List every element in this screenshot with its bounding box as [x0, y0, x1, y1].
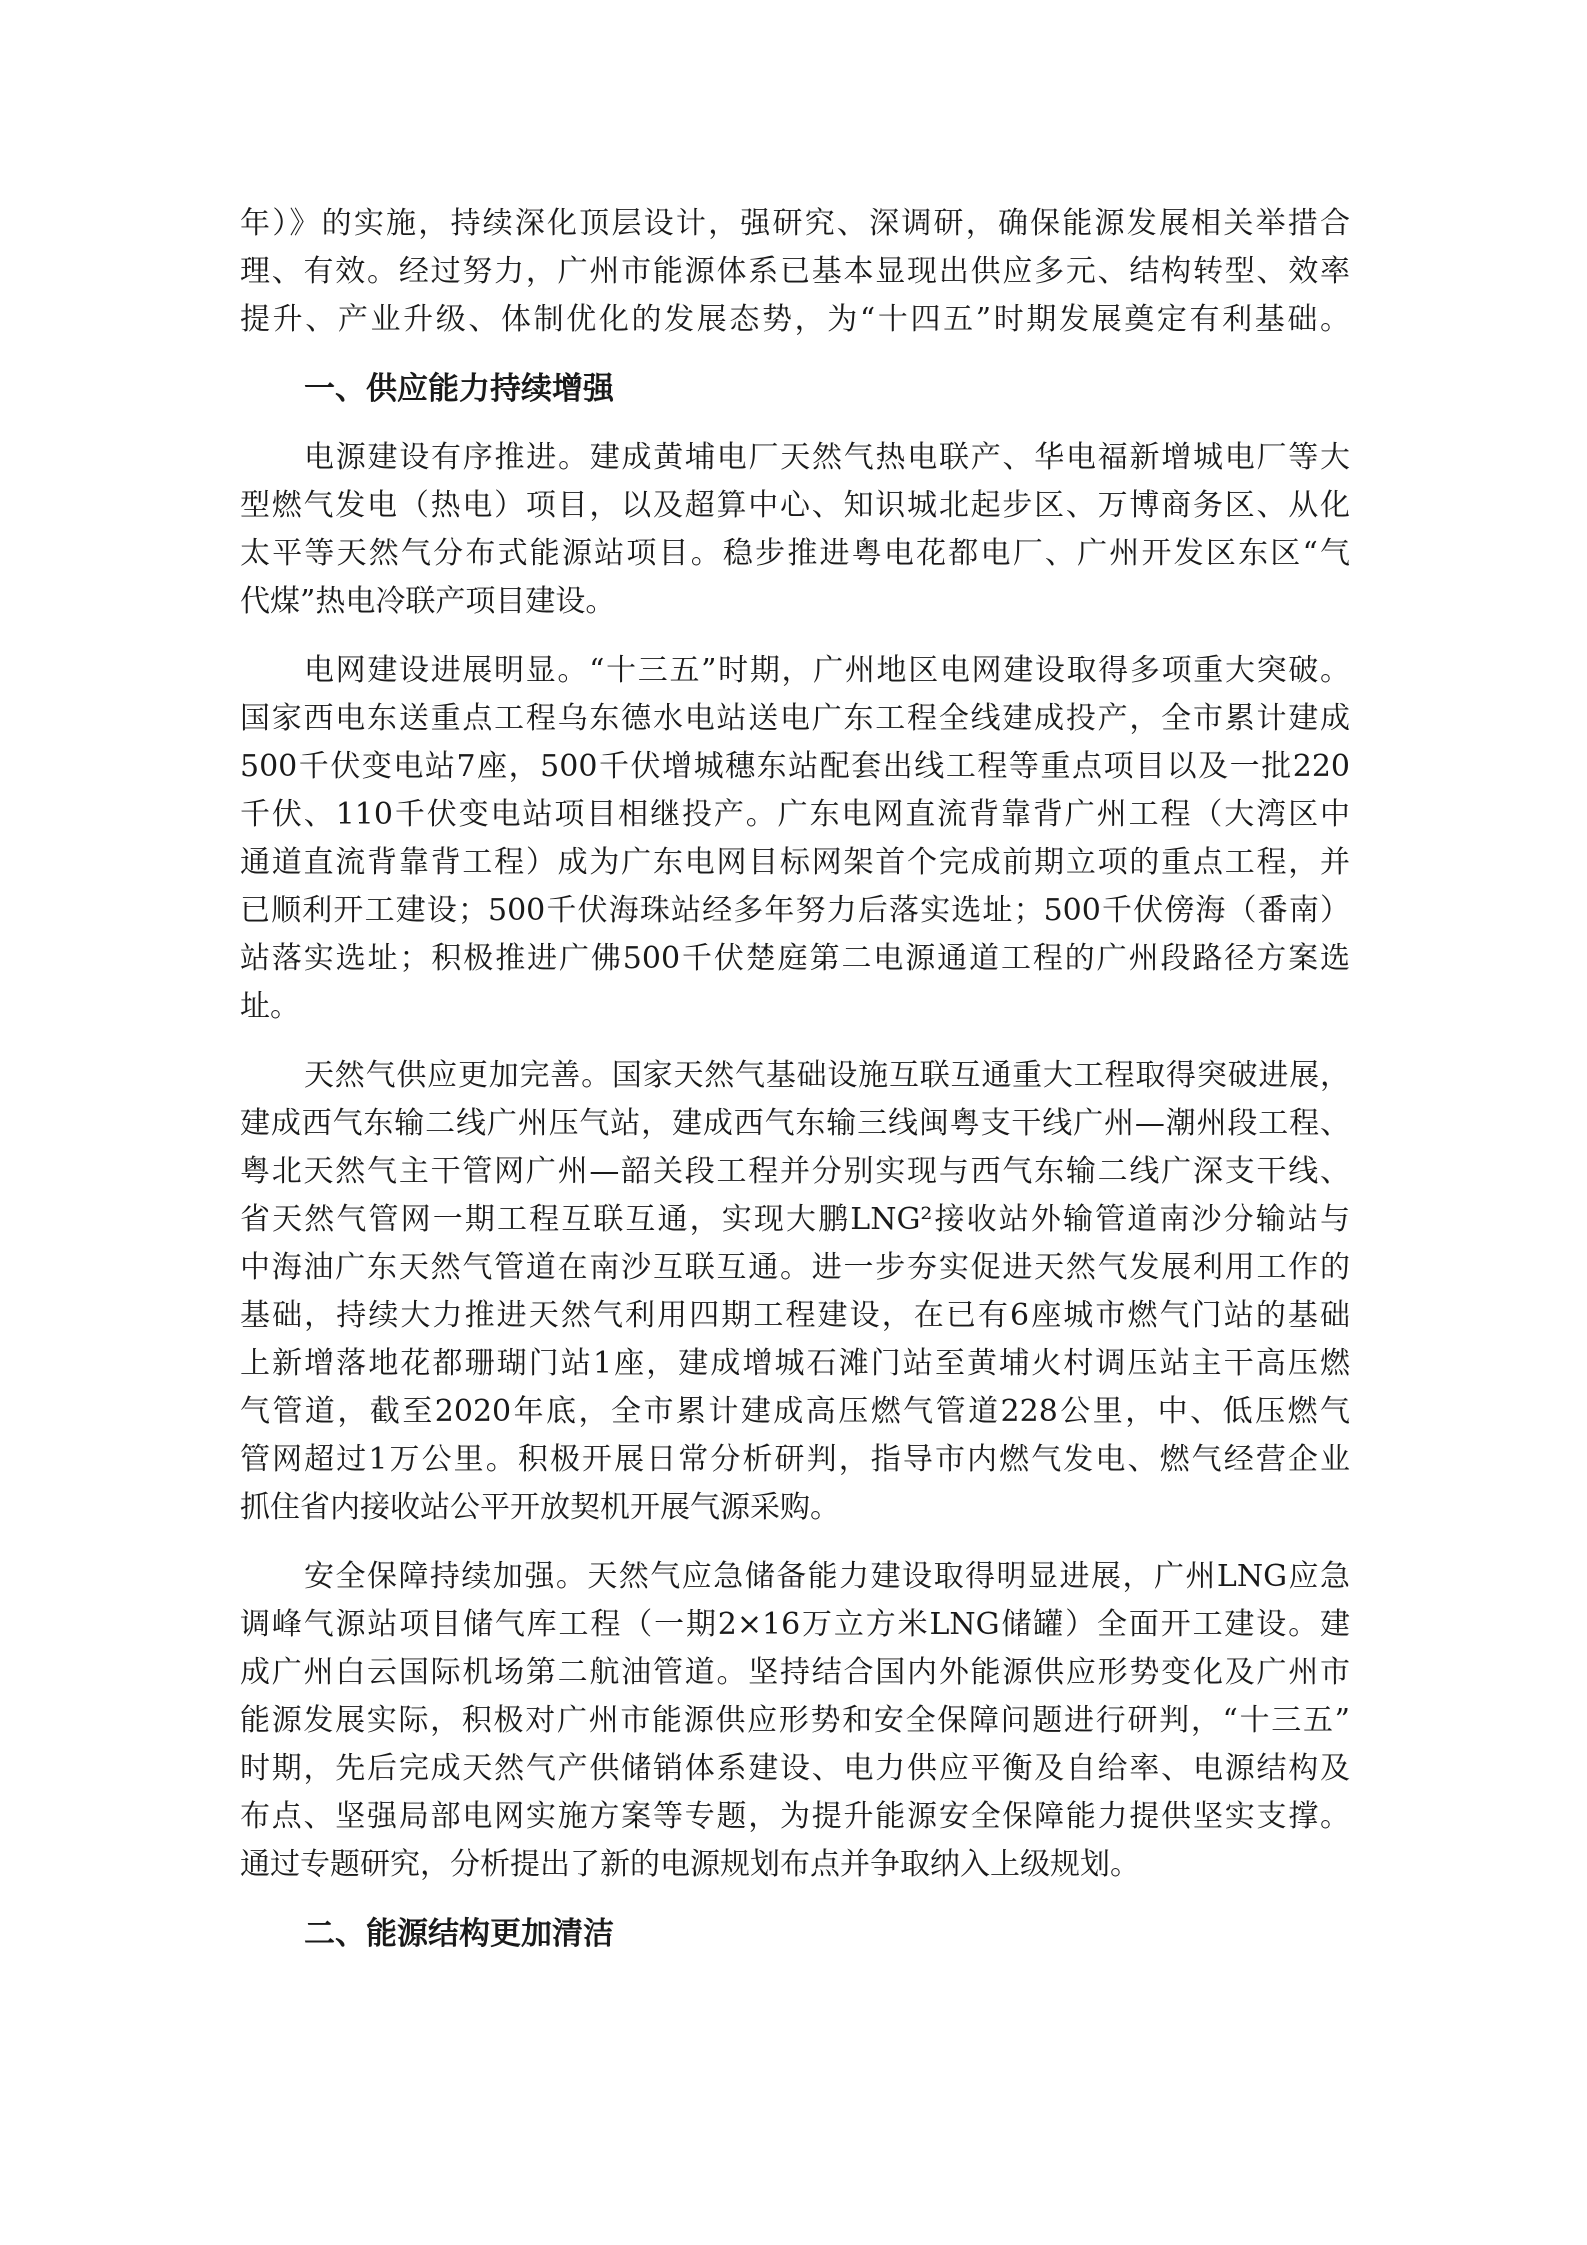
text-line: 代煤”热电冷联产项目建设。	[240, 584, 616, 619]
text-line: 抓住省内接收站公平开放契机开展气源采购。	[240, 1490, 840, 1525]
section-heading-2: 二、能源结构更加清洁	[304, 1916, 614, 1952]
text-line: 已顺利开工建设；500千伏海珠站经多年努力后落实选址；500千伏傍海（番南）	[240, 893, 1350, 928]
text-line: 成广州白云国际机场第二航油管道。坚持结合国内外能源供应形势变化及广州市	[240, 1655, 1350, 1690]
text-line: 气管道，截至2020年底，全市累计建成高压燃气管道228公里，中、低压燃气	[240, 1394, 1350, 1429]
text-line: 粤北天然气主干管网广州—韶关段工程并分别实现与西气东输二线广深支干线、	[240, 1154, 1350, 1189]
paragraph-intro	[240, 200, 1350, 344]
text-line: 电网建设进展明显。“十三五”时期，广州地区电网建设取得多项重大突破。	[304, 653, 1350, 688]
text-line: 上新增落地花都珊瑚门站1座，建成增城石滩门站至黄埔火村调压站主干高压燃	[240, 1346, 1350, 1381]
text-line: 站落实选址；积极推进广佛500千伏楚庭第二电源通道工程的广州段路径方案选	[240, 941, 1350, 976]
text-line: 通道直流背靠背工程）成为广东电网目标网架首个完成前期立项的重点工程，并	[240, 845, 1350, 880]
paragraph-security	[240, 1553, 1350, 1889]
text-line: 布点、坚强局部电网实施方案等专题，为提升能源安全保障能力提供坚实支撑。	[240, 1799, 1350, 1834]
text-line: 天然气供应更加完善。国家天然气基础设施互联互通重大工程取得突破进展，	[304, 1058, 1350, 1093]
text-line: 调峰气源站项目储气库工程（一期2×16万立方米LNG储罐）全面开工建设。建	[240, 1607, 1350, 1642]
text-line: 能源发展实际，积极对广州市能源供应形势和安全保障问题进行研判，“十三五”	[240, 1703, 1350, 1738]
text-line: 基础，持续大力推进天然气利用四期工程建设，在已有6座城市燃气门站的基础	[240, 1298, 1350, 1333]
text-line: 型燃气发电（热电）项目，以及超算中心、知识城北起步区、万博商务区、从化	[240, 488, 1350, 523]
text-line: 电源建设有序推进。建成黄埔电厂天然气热电联产、华电福新增城电厂等大	[304, 440, 1350, 475]
text-line: 省天然气管网一期工程互联互通，实现大鹏LNG²接收站外输管道南沙分输站与	[240, 1202, 1350, 1237]
text-line: 年）》的实施，持续深化顶层设计，强研究、深调研，确保能源发展相关举措合	[240, 206, 1350, 241]
text-line: 安全保障持续加强。天然气应急储备能力建设取得明显进展，广州LNG应急	[304, 1559, 1350, 1594]
document-page	[240, 200, 1350, 1979]
text-line: 太平等天然气分布式能源站项目。稳步推进粤电花都电厂、广州开发区东区“气	[240, 536, 1350, 571]
section-heading-1: 一、供应能力持续增强	[304, 371, 614, 407]
text-line: 时期，先后完成天然气产供储销体系建设、电力供应平衡及自给率、电源结构及	[240, 1751, 1350, 1786]
text-line: 国家西电东送重点工程乌东德水电站送电广东工程全线建成投产，全市累计建成	[240, 701, 1350, 736]
text-line: 址。	[240, 989, 300, 1024]
text-line: 管网超过1万公里。积极开展日常分析研判，指导市内燃气发电、燃气经营企业	[240, 1442, 1350, 1477]
text-line: 提升、产业升级、体制优化的发展态势，为“十四五”时期发展奠定有利基础。	[240, 302, 1350, 337]
text-line: 千伏、110千伏变电站项目相继投产。广东电网直流背靠背广州工程（大湾区中	[240, 797, 1350, 832]
paragraph-natural-gas	[240, 1052, 1350, 1532]
text-line: 中海油广东天然气管道在南沙互联互通。进一步夯实促进天然气发展利用工作的	[240, 1250, 1350, 1285]
text-line: 500千伏变电站7座，500千伏增城穗东站配套出线工程等重点项目以及一批220	[240, 749, 1350, 784]
text-line: 通过专题研究，分析提出了新的电源规划布点并争取纳入上级规划。	[240, 1847, 1140, 1882]
text-line: 理、有效。经过努力，广州市能源体系已基本显现出供应多元、结构转型、效率	[240, 254, 1350, 289]
text-line: 建成西气东输二线广州压气站，建成西气东输三线闽粤支干线广州—潮州段工程、	[240, 1106, 1350, 1141]
paragraph-power-grid	[240, 647, 1350, 1031]
paragraph-power-source	[240, 434, 1350, 626]
